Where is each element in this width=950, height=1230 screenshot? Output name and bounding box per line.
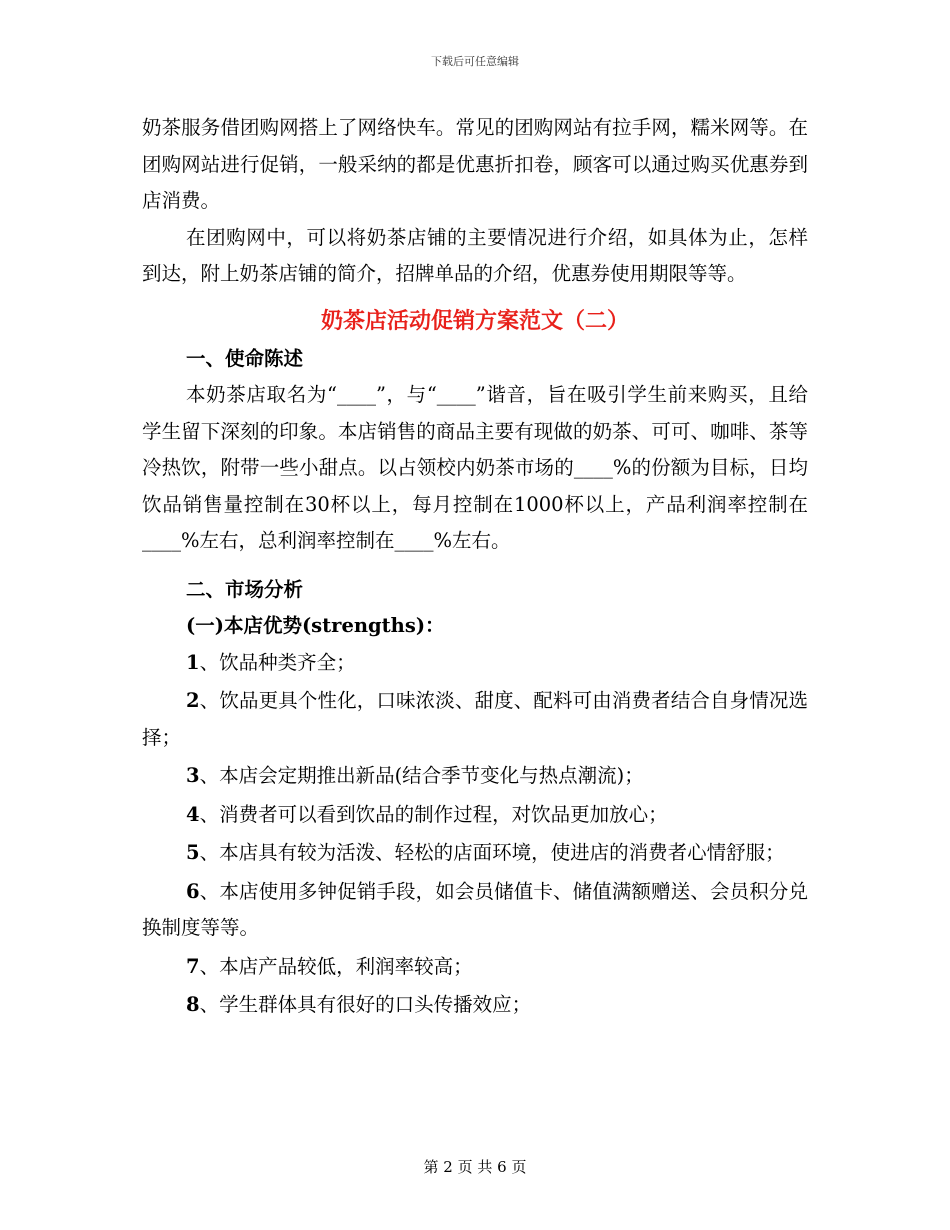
list-item-number: 1 bbox=[186, 650, 200, 674]
list-item bbox=[142, 874, 808, 947]
list-item bbox=[142, 987, 808, 1024]
intro-paragraph-2: 在团购网中，可以将奶茶店铺的主要情况进行介绍，如具体为止，怎样到达，附上奶茶店铺的简介，招牌单品的介绍，优惠券使用期限等等。 bbox=[142, 225, 808, 285]
heading-strengths: (一)本店优势(strengths)： bbox=[186, 614, 445, 637]
list-item-text: 、饮品种类齐全； bbox=[199, 650, 356, 674]
list-item-text: 、本店具有较为活泼、轻松的店面环境，使进店的消费者心情舒服； bbox=[199, 841, 785, 864]
list-item-text: 、本店产品较低，利润率较高； bbox=[199, 954, 473, 978]
list-item-number: 4 bbox=[186, 802, 200, 826]
list-item bbox=[142, 645, 808, 682]
list-item bbox=[142, 758, 808, 795]
list-item bbox=[142, 683, 808, 756]
heading-mission: 一、使命陈述 bbox=[186, 346, 304, 370]
list-item-number: 5 bbox=[186, 841, 200, 864]
list-item-text: 、消费者可以看到饮品的制作过程，对饮品更加放心； bbox=[199, 802, 668, 826]
list-item-number: 6 bbox=[186, 879, 200, 903]
strengths-list bbox=[142, 645, 808, 1024]
document-body bbox=[142, 110, 808, 1026]
list-item-number: 7 bbox=[186, 954, 200, 978]
list-item bbox=[142, 835, 808, 872]
list-item-number: 2 bbox=[186, 689, 200, 712]
intro-paragraph-1: 奶茶服务借团购网搭上了网络快车。常见的团购网站有拉手网，糯米网等。在团购网站进行促销，一般采纳的都是优惠折扣卷，顾客可以通过购买优惠券到店消费。 bbox=[142, 116, 808, 212]
list-item-text: 、本店使用多钟促销手段，如会员储值卡、储值满额赠送、会员积分兑换制度等等。 bbox=[142, 879, 808, 939]
section-title: 奶茶店活动促销方案范文（二） bbox=[320, 307, 629, 334]
heading-market-analysis: 二、市场分析 bbox=[186, 577, 304, 601]
page-header: 下载后可任意编辑 bbox=[431, 55, 519, 68]
list-item bbox=[142, 949, 808, 986]
list-item bbox=[142, 797, 808, 834]
list-item-text: 、饮品更具个性化，口味浓淡、甜度、配料可由消费者结合自身情况选择； bbox=[142, 689, 808, 749]
list-item-text: 、学生群体具有很好的口头传播效应； bbox=[199, 993, 532, 1016]
page-footer: 第 2 页 共 6 页 bbox=[423, 1158, 527, 1176]
list-item-text: 、本店会定期推出新品(结合季节变化与热点潮流)； bbox=[199, 764, 644, 787]
list-item-number: 8 bbox=[186, 993, 200, 1016]
mission-paragraph: 本奶茶店取名为“____”，与“____”谐音，旨在吸引学生前来购买，且给学生留下深刻的印象。本店销售的商品主要有现做的奶茶、可可、咖啡、茶等冷热饮，附带一些小甜点。以占领校内奶茶市场的____%的份额为目标，日均饮品销售量控制在30杯以上，每月控制在1000杯以上，产品利润率控制在____%左右，总利润率控制在____%左右。 bbox=[142, 383, 808, 552]
list-item-number: 3 bbox=[186, 764, 200, 787]
